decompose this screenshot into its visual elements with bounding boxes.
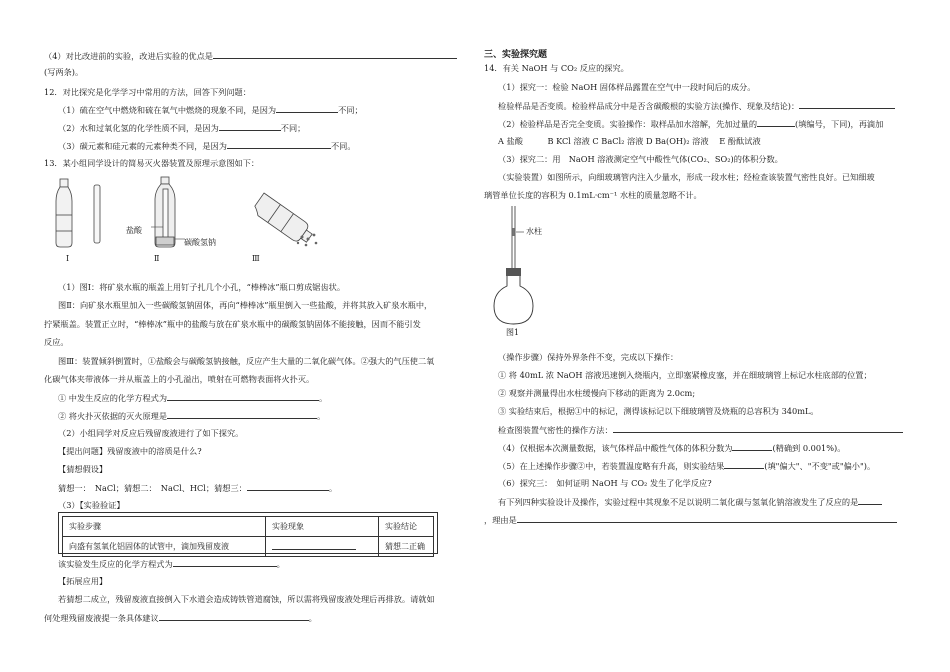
table-header-row xyxy=(63,517,434,537)
q14-6: （6）探究三： 如何证明 NaOH 与 CO₂ 发生了化学反应? xyxy=(498,478,712,488)
label-fig-I: Ⅰ xyxy=(66,254,70,263)
answer-blank[interactable] xyxy=(276,104,338,113)
para-fig2-3: 反应。 xyxy=(44,337,69,347)
bottle-I xyxy=(56,179,72,247)
experiment-table xyxy=(62,516,434,557)
label-hcl: 盐酸 xyxy=(126,226,142,235)
eq1-line: ① 中发生反应的化学方程式为 。 xyxy=(58,393,328,403)
expand-heading: 【拓展应用】 xyxy=(58,576,108,586)
q14-5-line: （5）在上述操作步骤②中，若装置温度略有升高，则实验结果 (填"偏大"、"不变"或"偏小")。 xyxy=(498,461,876,471)
airtight-line: 检查图装置气密性的操作方法： xyxy=(484,424,903,435)
hypothesis-heading: 【猜想假设】 xyxy=(58,464,108,474)
table-cell: 向盛有氢氧化铝固体的试管中，滴加残留废液 xyxy=(63,537,266,557)
para-fig2-2: 拧紧瓶盖。装置正立时，“棒棒冰”瓶中的盐酸与放在矿泉水瓶中的碳酸氢钠固体不能接触，因而不能引发 xyxy=(44,319,421,329)
q14-1a-line: 检验样品是否变质。检验样品成分中是否含碳酸根的实验方法(操作、现象及结论)： xyxy=(484,100,895,111)
question-14: 14．有关 NaOH 与 CO₂ 反应的探究。 xyxy=(484,63,629,73)
label-water-column: 水柱 xyxy=(526,227,542,236)
eq-line: 该实验发生反应的化学方程式为 。 xyxy=(58,559,285,569)
table-header: 实验结论 xyxy=(379,517,434,537)
answer-blank[interactable] xyxy=(724,460,764,469)
eq2-line: ② 将火扑灭依据的灭火原理是 。 xyxy=(58,411,326,421)
q14-1: （1）探究一：检验 NaOH 固体样品露置在空气中一段时间后的成分。 xyxy=(498,82,756,92)
table-header: 实验现象 xyxy=(266,517,379,537)
verify-heading: （3）【实验验证】 xyxy=(58,500,125,510)
answer-blank[interactable] xyxy=(167,410,317,419)
application-2: 何处理残留废液提一条具体建议 。 xyxy=(44,613,317,623)
operation-3: ③ 实验结束后，根据①中的标记，测得该标记以下细玻璃管及烧瓶的总容积为 340mL。 xyxy=(498,406,819,416)
q12-2-line: （2）水和过氧化氢的化学性质不同，是因为 不同； xyxy=(58,123,306,133)
label-nahco3: 碳酸氢钠 xyxy=(184,238,216,247)
q14-3: （3）探究二：用 NaOH 溶液测定空气中酸性气体(CO₂、SO₂)的体积分数。 xyxy=(498,154,783,164)
table-cell[interactable] xyxy=(266,537,379,557)
para-fig3-2: 化碳气体夹带液体一并从瓶盖上的小孔溢出，喷射在可燃物表面将火扑灭。 xyxy=(44,374,315,384)
answer-blank[interactable] xyxy=(173,558,277,567)
section-title: 三、实验探究题 xyxy=(484,50,548,60)
application-1: 若猜想二成立，残留废液直接倒入下水道会造成铸铁管道腐蚀，所以需将残留废液处理后再排放。请就如 xyxy=(58,594,435,604)
answer-blank[interactable] xyxy=(757,118,795,127)
label-fig-III: Ⅲ xyxy=(252,254,260,263)
table-cell: 猜想二正确 xyxy=(379,537,434,557)
apparatus-2: 璃管单位长度的容积为 0.1mL·cm⁻¹ 水柱的质量忽略不计。 xyxy=(484,190,702,200)
answer-blank[interactable] xyxy=(219,122,281,131)
answer-blank[interactable] xyxy=(247,482,329,491)
answer-blank[interactable] xyxy=(799,100,895,109)
q12-3-line: （3）碳元素和硅元素的元素种类不同，是因为 不同。 xyxy=(58,141,356,151)
para-fig1: （1）图Ⅰ：将矿泉水瓶的瓶盖上用钉子扎几个小孔，“棒棒冰”瓶口剪成锯齿状。 xyxy=(58,282,346,292)
answer-blank[interactable] xyxy=(167,392,319,401)
label-fig-II: Ⅱ xyxy=(154,254,160,263)
table-row xyxy=(63,537,434,557)
q13-2: （2）小组同学对反应后残留废液进行了如下探究。 xyxy=(58,428,244,438)
answer-blank[interactable] xyxy=(858,496,882,505)
q14-6a-line: 有下列四种实验设计及操作，实验过程中其现象不足以说明二氧化碳与氢氧化钠溶液发生了反应的是 xyxy=(484,496,882,507)
answer-blank[interactable] xyxy=(272,541,356,550)
q12-1-line: （1）硫在空气中燃烧和硫在氧气中燃烧的现象不同，是因为 不同； xyxy=(58,105,363,115)
answer-blank[interactable] xyxy=(227,140,331,149)
bottle-II xyxy=(155,177,175,247)
q11-4-note: (写两条)。 xyxy=(44,67,84,77)
operation-1: ① 将 40mL 浓 NaOH 溶液迅速倒入烧瓶内，立即塞紧橡皮塞，并在细玻璃管上标记水柱底部的位置； xyxy=(498,370,872,380)
answer-blank[interactable] xyxy=(159,612,309,621)
operation-heading: （操作步骤）保持外界条件不变，完成以下操作： xyxy=(498,352,679,362)
para-fig3-1: 图Ⅲ：装置倾斜倒置时，①盐酸会与碳酸氢钠接触，反应产生大量的二氧化碳气体。②强大的气压使二氧 xyxy=(58,356,435,366)
guess-line: 猜想一： NaCl；猜想二： NaCl、HCl；猜想三： 。 xyxy=(58,483,338,493)
answer-blank[interactable] xyxy=(213,50,457,59)
answer-blank[interactable] xyxy=(613,424,903,433)
extinguisher-figure xyxy=(54,175,324,270)
bottle-III xyxy=(251,193,315,247)
answer-blank[interactable] xyxy=(732,442,772,451)
table-header: 实验步骤 xyxy=(63,517,266,537)
para-fig2-1: 图Ⅱ：向矿泉水瓶里加入一些碳酸氢钠固体，再向“棒棒冰”瓶里倒入一些盐酸，并将其放入矿泉水瓶中， xyxy=(58,300,433,310)
water-column xyxy=(512,228,514,236)
answer-blank[interactable] xyxy=(517,514,897,523)
figure-caption: 图1 xyxy=(506,328,520,337)
q14-2-line: （2）检验样品是否完全变质。实验操作：取样品加水溶解，先加过量的 (填编号，下同)，再滴加 xyxy=(498,119,884,129)
options-line: A 盐酸 B KCl 溶液 C BaCl₂ 溶液 D Ba(OH)₂ 溶液 E 酚酞试液 xyxy=(498,136,761,146)
ask-heading: 【提出问题】残留废液中的溶质是什么? xyxy=(58,446,202,456)
flask-figure xyxy=(492,202,562,332)
question-13: 13．某小组同学设计的简易灭火器装置及原理示意图如下： xyxy=(44,158,260,168)
rubber-stopper xyxy=(506,268,521,276)
question-12: 12．对比探究是化学学习中常用的方法，回答下列问题： xyxy=(44,87,251,97)
apparatus-1: （实验装置）如图所示，向细玻璃管内注入少量水，形成一段水柱；经检查该装置气密性良好。已知细玻 xyxy=(498,172,875,182)
q14-4-line: （4）仅根据本次测量数据，该气体样品中酸性气体的体积分数为 (精确到 0.001%)。 xyxy=(498,443,846,453)
flask-body xyxy=(494,276,533,324)
q11-4-line: （4）对比改进前的实验，改进后实验的优点是 xyxy=(44,50,457,61)
tube-I xyxy=(94,185,100,243)
q14-6b-line: ，理由是 xyxy=(484,514,897,525)
operation-2: ② 观察并测量得出水柱缓慢向下移动的距离为 2.0cm; xyxy=(498,388,696,398)
